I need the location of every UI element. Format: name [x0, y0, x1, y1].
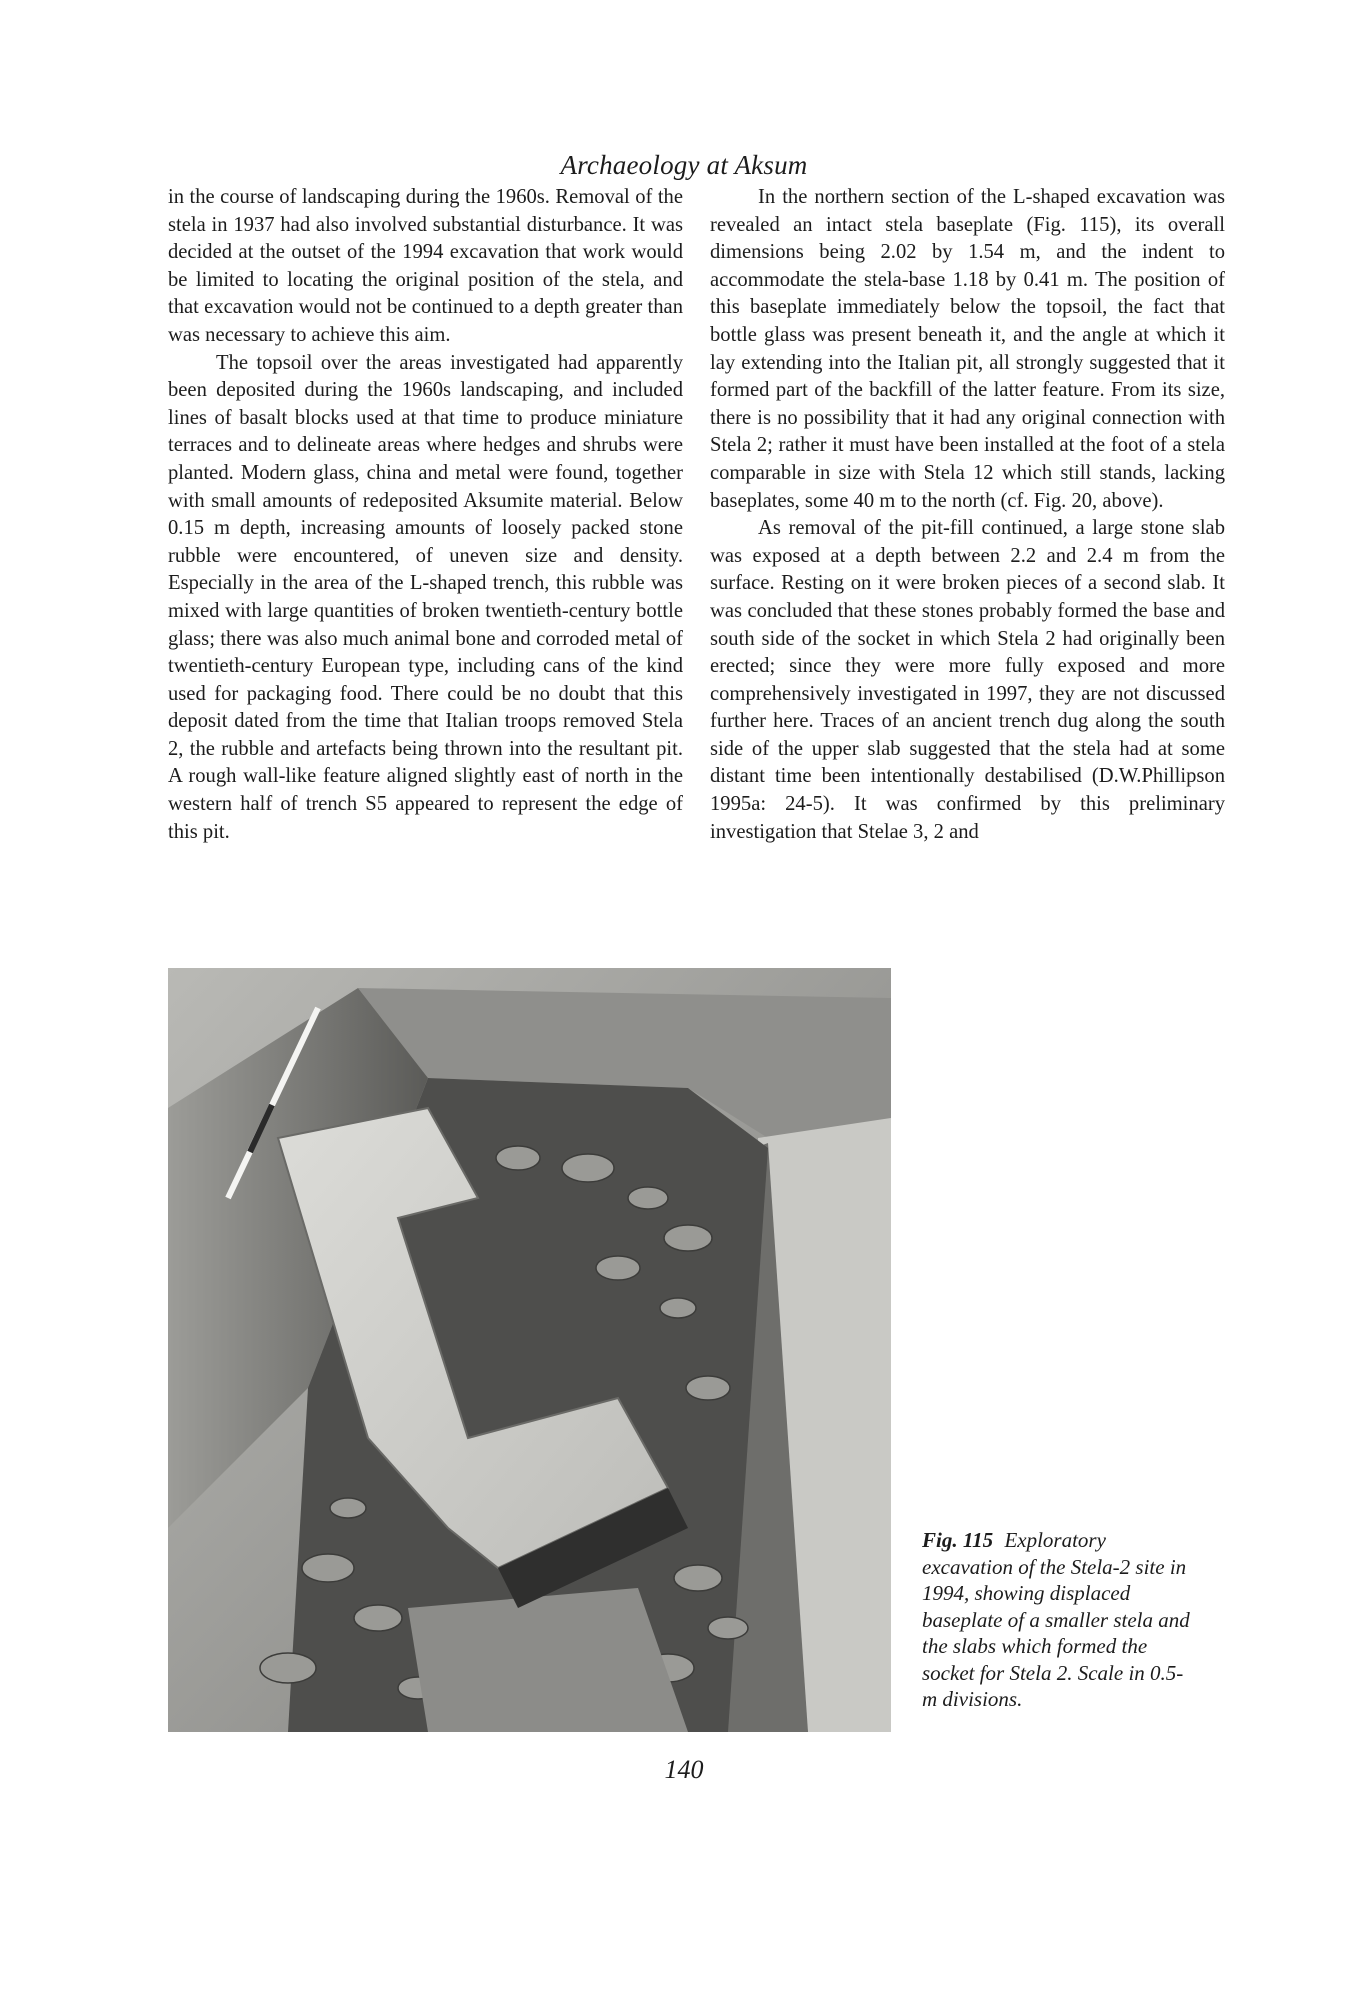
paragraph: The topsoil over the areas investigated had apparently been deposited during the 1960s landscaping, and included lines of basalt blocks used at that time to produce miniature terraces and to delineate areas where hedges and shrubs were planted. Modern glass, china and metal were found, together with small amounts of redeposited Aksumite material. Below 0.15 m depth, increasing amounts of loosely packed stone rubble were encountered, of uneven size and density. Especially in the area of the L-shaped trench, this rubble was mixed with large quantities of broken twentieth-century bottle glass; there was also much animal bone and corroded metal of twentieth-century European type, including cans of the kind used for packaging food. There could be no doubt that this deposit dated from the time that Italian troops removed Stela 2, the rubble and artefacts being thrown into the resultant pit. A rough wall-like feature aligned slightly east of north in the western half of trench S5 appeared to represent the edge of this pit.	[168, 351, 683, 843]
excavation-photograph	[168, 968, 891, 1732]
paragraph: In the northern section of the L-shaped excavation was revealed an intact stela baseplate (Fig. 115), its overall dimensions being 2.02 by 1.54 m, and the indent to accommodate the stela-base 1.18 by 0.41 m. The position of this baseplate immediately below the topsoil, the fact that bottle glass was present beneath it, and the angle at which it lay extending into the Italian pit, all strongly suggested that it formed part of the backfill of the latter feature. From its size, there is no possibility that it had any original connection with Stela 2; rather it must have been installed at the foot of a stela comparable in size with Stela 12 which still stands, lacking baseplates, some 40 m to the north (cf. Fig. 20, above).	[710, 186, 1225, 512]
paragraph: in the course of landscaping during the 1960s. Removal of the stela in 1937 had also involved substantial disturbance. It was decided at the outset of the 1994 excavation that work would be limited to locating the original position of the stela, and that excavation would not be continued to a depth greater than was necessary to achieve this aim.	[168, 186, 683, 346]
page-number: 140	[664, 1755, 704, 1784]
figure-label: Fig. 115	[922, 1528, 994, 1552]
right-text-column	[710, 184, 1225, 846]
paragraph: As removal of the pit-fill continued, a large stone slab was exposed at a depth between 2.2 and 2.4 m from the surface. Resting on it were broken pieces of a second slab. It was concluded that these stones probably formed the base and south side of the socket in which Stela 2 had originally been erected; since they were more fully exposed and more comprehensively investigated in 1997, they are not discussed further here. Traces of an ancient trench dug along the south side of the upper slab suggested that the stela had at some distant time been intentionally destabilised (D.W.Phillipson 1995a: 24-5). It was confirmed by this preliminary investigation that Stelae 3, 2 and	[710, 517, 1225, 843]
running-head: Archaeology at Aksum	[560, 150, 808, 180]
left-text-column	[168, 184, 683, 846]
figure-caption	[922, 1527, 1192, 1713]
figure-caption-text: Exploratory excavation of the Stela-2 site in 1994, showing displaced baseplate of a smaller stela and the slabs which formed the socket for Stela 2. Scale in 0.5-m divisions.	[922, 1528, 1190, 1711]
